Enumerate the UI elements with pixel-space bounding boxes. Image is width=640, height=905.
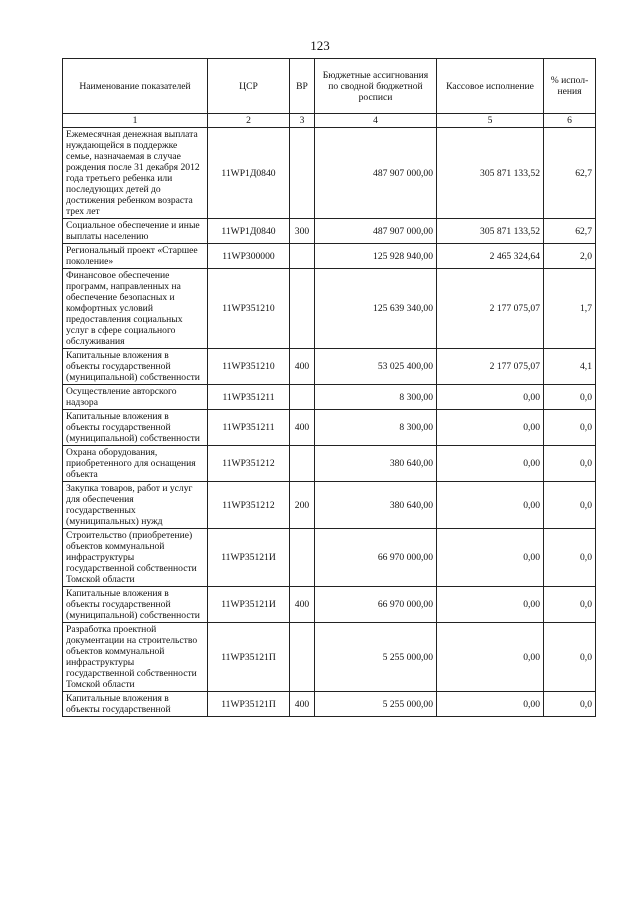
page-number: 123 bbox=[310, 38, 330, 53]
header-pct: % испол-нения bbox=[544, 59, 596, 114]
table-row bbox=[63, 446, 596, 482]
row-name-cell: Капитальные вложения в объекты государственной (муниципальной) собственности bbox=[63, 410, 208, 446]
row-pct-cell: 62,7 bbox=[544, 128, 596, 219]
row-cash-cell: 0,00 bbox=[437, 385, 544, 410]
row-csr-cell: 11WP351210 bbox=[208, 349, 290, 385]
header-cash: Кассовое исполнение bbox=[437, 59, 544, 114]
column-number-row bbox=[63, 114, 596, 128]
row-name-cell: Капитальные вложения в объекты государственной (муниципальной) собственности bbox=[63, 349, 208, 385]
row-name-cell: Капитальные вложения в объекты государственной bbox=[63, 692, 208, 717]
column-number: 4 bbox=[315, 114, 437, 128]
row-name-cell: Строительство (приобретение) объектов коммунальной инфраструктуры государственной собственности Томской области bbox=[63, 529, 208, 587]
row-name-cell: Охрана оборудования, приобретенного для оснащения объекта bbox=[63, 446, 208, 482]
row-budget-cell: 8 300,00 bbox=[315, 410, 437, 446]
row-cash-cell: 2 177 075,07 bbox=[437, 269, 544, 349]
row-csr-cell: 11WP351212 bbox=[208, 446, 290, 482]
row-vr-cell bbox=[290, 269, 315, 349]
row-csr-cell: 11WP351210 bbox=[208, 269, 290, 349]
row-vr-cell bbox=[290, 128, 315, 219]
row-pct-cell: 0,0 bbox=[544, 410, 596, 446]
row-pct-cell: 62,7 bbox=[544, 219, 596, 244]
row-vr-cell bbox=[290, 446, 315, 482]
row-cash-cell: 2 465 324,64 bbox=[437, 244, 544, 269]
row-budget-cell: 125 928 940,00 bbox=[315, 244, 437, 269]
row-csr-cell: 11WP351211 bbox=[208, 385, 290, 410]
row-name-cell: Осуществление авторского надзора bbox=[63, 385, 208, 410]
row-csr-cell: 11WP351212 bbox=[208, 482, 290, 529]
row-cash-cell: 0,00 bbox=[437, 529, 544, 587]
table-row bbox=[63, 244, 596, 269]
table-header-row bbox=[63, 59, 596, 114]
row-budget-cell: 487 907 000,00 bbox=[315, 219, 437, 244]
column-number: 6 bbox=[544, 114, 596, 128]
row-pct-cell: 0,0 bbox=[544, 587, 596, 623]
row-cash-cell: 2 177 075,07 bbox=[437, 349, 544, 385]
row-pct-cell: 0,0 bbox=[544, 482, 596, 529]
row-name-cell: Разработка проектной документации на строительство объектов коммунальной инфраструктуры государственной собственности Томской области bbox=[63, 623, 208, 692]
row-vr-cell: 400 bbox=[290, 587, 315, 623]
table-row bbox=[63, 269, 596, 349]
column-number: 2 bbox=[208, 114, 290, 128]
row-cash-cell: 0,00 bbox=[437, 446, 544, 482]
budget-execution-table bbox=[62, 58, 596, 717]
row-cash-cell: 0,00 bbox=[437, 623, 544, 692]
row-budget-cell: 380 640,00 bbox=[315, 446, 437, 482]
row-pct-cell: 0,0 bbox=[544, 623, 596, 692]
row-pct-cell: 4,1 bbox=[544, 349, 596, 385]
table-row bbox=[63, 692, 596, 717]
row-csr-cell: 11WP351211 bbox=[208, 410, 290, 446]
row-budget-cell: 8 300,00 bbox=[315, 385, 437, 410]
row-vr-cell: 300 bbox=[290, 219, 315, 244]
row-budget-cell: 380 640,00 bbox=[315, 482, 437, 529]
row-csr-cell: 11WP300000 bbox=[208, 244, 290, 269]
table-body bbox=[63, 128, 596, 717]
row-budget-cell: 53 025 400,00 bbox=[315, 349, 437, 385]
row-budget-cell: 5 255 000,00 bbox=[315, 692, 437, 717]
table-row bbox=[63, 349, 596, 385]
row-csr-cell: 11WP35121И bbox=[208, 587, 290, 623]
row-name-cell: Финансовое обеспечение программ, направленных на обеспечение безопасных и комфортных условий предоставления социальных услуг в сфере социального обслуживания bbox=[63, 269, 208, 349]
table-row bbox=[63, 482, 596, 529]
column-number: 1 bbox=[63, 114, 208, 128]
row-vr-cell: 400 bbox=[290, 692, 315, 717]
row-cash-cell: 0,00 bbox=[437, 587, 544, 623]
row-budget-cell: 5 255 000,00 bbox=[315, 623, 437, 692]
row-name-cell: Ежемесячная денежная выплата нуждающейся в поддержке семье, назначаемая в случае рождения после 31 декабря 2012 года третьего ребенка или последующих детей до достижения ребенком возраста трех лет bbox=[63, 128, 208, 219]
row-budget-cell: 125 639 340,00 bbox=[315, 269, 437, 349]
row-vr-cell: 400 bbox=[290, 410, 315, 446]
table-row bbox=[63, 529, 596, 587]
row-pct-cell: 0,0 bbox=[544, 385, 596, 410]
row-csr-cell: 11WP1Д0840 bbox=[208, 219, 290, 244]
column-number: 5 bbox=[437, 114, 544, 128]
header-budget: Бюджетные ассигнования по сводной бюджетной росписи bbox=[315, 59, 437, 114]
table-row bbox=[63, 385, 596, 410]
row-cash-cell: 0,00 bbox=[437, 482, 544, 529]
header-csr: ЦСР bbox=[208, 59, 290, 114]
table-row bbox=[63, 623, 596, 692]
row-csr-cell: 11WP1Д0840 bbox=[208, 128, 290, 219]
table-row bbox=[63, 128, 596, 219]
row-vr-cell: 200 bbox=[290, 482, 315, 529]
row-vr-cell bbox=[290, 529, 315, 587]
header-vr: ВР bbox=[290, 59, 315, 114]
row-name-cell: Капитальные вложения в объекты государственной (муниципальной) собственности bbox=[63, 587, 208, 623]
row-vr-cell bbox=[290, 623, 315, 692]
table-row bbox=[63, 587, 596, 623]
row-pct-cell: 0,0 bbox=[544, 692, 596, 717]
row-csr-cell: 11WP35121И bbox=[208, 529, 290, 587]
row-name-cell: Закупка товаров, работ и услуг для обеспечения государственных (муниципальных) нужд bbox=[63, 482, 208, 529]
table-row bbox=[63, 219, 596, 244]
row-vr-cell bbox=[290, 244, 315, 269]
row-cash-cell: 305 871 133,52 bbox=[437, 219, 544, 244]
row-cash-cell: 0,00 bbox=[437, 692, 544, 717]
row-cash-cell: 0,00 bbox=[437, 410, 544, 446]
row-csr-cell: 11WP35121П bbox=[208, 623, 290, 692]
table-row bbox=[63, 410, 596, 446]
row-csr-cell: 11WP35121П bbox=[208, 692, 290, 717]
row-name-cell: Социальное обеспечение и иные выплаты населению bbox=[63, 219, 208, 244]
row-name-cell: Региональный проект «Старшее поколение» bbox=[63, 244, 208, 269]
row-budget-cell: 66 970 000,00 bbox=[315, 529, 437, 587]
row-budget-cell: 487 907 000,00 bbox=[315, 128, 437, 219]
row-pct-cell: 2,0 bbox=[544, 244, 596, 269]
row-cash-cell: 305 871 133,52 bbox=[437, 128, 544, 219]
row-pct-cell: 0,0 bbox=[544, 446, 596, 482]
row-pct-cell: 0,0 bbox=[544, 529, 596, 587]
row-vr-cell: 400 bbox=[290, 349, 315, 385]
header-name: Наименование показателей bbox=[63, 59, 208, 114]
row-pct-cell: 1,7 bbox=[544, 269, 596, 349]
row-vr-cell bbox=[290, 385, 315, 410]
row-budget-cell: 66 970 000,00 bbox=[315, 587, 437, 623]
column-number: 3 bbox=[290, 114, 315, 128]
